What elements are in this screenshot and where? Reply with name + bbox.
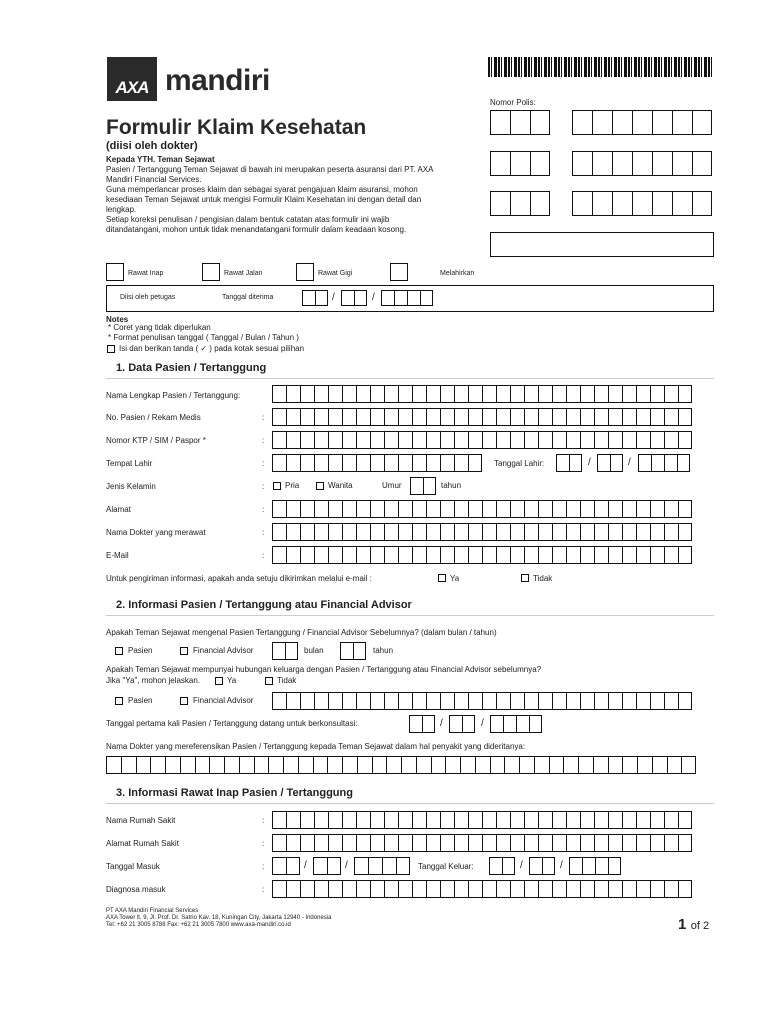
barcode	[488, 57, 714, 77]
label-q1-fa: Financial Advisor	[193, 646, 254, 655]
footer-company: PT AXA Mandiri Financial Services	[106, 908, 199, 914]
label-address: Alamat	[106, 505, 131, 514]
label-q2-fa: Financial Advisor	[193, 696, 254, 705]
policy-box-a2[interactable]	[490, 151, 550, 176]
field-birthdate-day[interactable]	[556, 454, 582, 472]
label-years: tahun	[441, 481, 462, 490]
field-discharge-day[interactable]	[489, 857, 515, 875]
mandiri-logo-text: mandiri	[165, 64, 270, 97]
notes-item-2: * Format penulisan tanggal ( Tanggal / Bulan / Tahun )	[108, 333, 299, 342]
slash: /	[304, 860, 307, 871]
label-hospital-address: Alamat Rumah Sakit	[106, 839, 179, 848]
field-hospital[interactable]	[272, 811, 692, 829]
section2-title: 2. Informasi Pasien / Tertanggung atau Financial Advisor	[116, 599, 412, 611]
notes-item-3: Isi dan berikan tanda ( ✓ ) pada kotak sesuai pilihan	[119, 344, 305, 353]
label-q2-patient: Pasien	[128, 696, 153, 705]
slash: /	[481, 718, 484, 729]
checkbox-rawat-gigi[interactable]	[296, 263, 314, 281]
checkbox-q2-patient[interactable]	[115, 697, 123, 705]
slash: /	[440, 718, 443, 729]
slash: /	[332, 292, 335, 303]
field-age[interactable]	[410, 477, 436, 495]
field-patient-no[interactable]	[272, 408, 692, 426]
policy-box-a1[interactable]	[490, 110, 550, 135]
field-diagnosis[interactable]	[272, 880, 692, 898]
policy-box-b1[interactable]	[572, 110, 712, 135]
slash: /	[588, 457, 591, 468]
section1-title: 1. Data Pasien / Tertanggung	[116, 362, 267, 374]
label-q2-no: Tidak	[277, 676, 297, 685]
colon: :	[262, 482, 265, 491]
slash: /	[560, 860, 563, 871]
label-email-yes: Ya	[450, 574, 460, 583]
field-first-visit-year[interactable]	[490, 715, 542, 733]
field-first-visit-day[interactable]	[409, 715, 435, 733]
label-rawat-jalan: Rawat Jalan	[224, 270, 263, 277]
field-first-visit-month[interactable]	[449, 715, 475, 733]
label-rawat-gigi: Rawat Gigi	[318, 270, 353, 277]
officer-date-day[interactable]	[302, 290, 328, 306]
field-hospital-address[interactable]	[272, 834, 692, 852]
section2-q2b: Jika "Ya", mohon jelaskan.	[106, 676, 201, 685]
field-ktp[interactable]	[272, 431, 692, 449]
notes-title: Notes	[106, 315, 129, 324]
label-patient-no: No. Pasien / Rekam Medis	[106, 413, 201, 422]
slash: /	[628, 457, 631, 468]
label-email: E-Mail	[106, 551, 129, 560]
page-number: 1 of 2	[678, 916, 710, 933]
slash: /	[345, 860, 348, 871]
field-q1-year[interactable]	[340, 642, 366, 660]
colon: :	[262, 885, 265, 894]
checkbox-q1-fa[interactable]	[180, 647, 188, 655]
section2-q2: Apakah Teman Sejawat mempunyai hubungan keluarga dengan Pasien / Tertanggung atau Financial Advisor sebelumnya?	[106, 665, 542, 674]
checkbox-q2-yes[interactable]	[215, 677, 223, 685]
checkbox-q1-patient[interactable]	[115, 647, 123, 655]
label-first-visit: Tanggal pertama kali Pasien / Tertanggung datang untuk berkonsultasi:	[106, 719, 358, 728]
notes-checkbox	[107, 345, 115, 353]
checkbox-email-yes[interactable]	[438, 574, 446, 582]
field-admission-year[interactable]	[354, 857, 410, 875]
email-consent: Untuk pengiriman informasi, apakah anda setuju dikirimkan melalui e-mail :	[106, 574, 372, 583]
policy-extra-box[interactable]	[490, 232, 714, 257]
checkbox-melahirkan[interactable]	[390, 263, 408, 281]
label-q1-patient: Pasien	[128, 646, 153, 655]
field-q2-explain[interactable]	[272, 692, 692, 710]
field-birthdate-year[interactable]	[638, 454, 690, 472]
field-referral[interactable]	[106, 756, 696, 774]
policy-box-a3[interactable]	[490, 191, 550, 216]
axa-logo: AXA	[107, 57, 157, 101]
footer-address: AXA Tower lt. 9, Jl. Prof. Dr. Satrio Kav. 18, Kuningan City, Jakarta 12940 - Indonesia	[106, 915, 332, 921]
label-female: Wanita	[328, 481, 353, 490]
form-title: Formulir Klaim Kesehatan	[106, 116, 367, 139]
field-address[interactable]	[272, 500, 692, 518]
colon: :	[262, 436, 265, 445]
policy-box-b2[interactable]	[572, 151, 712, 176]
colon: :	[262, 551, 265, 560]
colon: :	[262, 505, 265, 514]
divider	[106, 803, 714, 804]
label-birthdate: Tanggal Lahir:	[494, 459, 545, 468]
label-q1-month: bulan	[304, 646, 324, 655]
colon: :	[262, 839, 265, 848]
form-subtitle: (diisi oleh dokter)	[106, 140, 198, 152]
label-melahirkan: Melahirkan	[440, 270, 475, 277]
policy-box-b3[interactable]	[572, 191, 712, 216]
checkbox-female[interactable]	[316, 482, 324, 490]
label-age: Umur	[382, 481, 402, 490]
label-doctor: Nama Dokter yang merawat	[106, 528, 206, 537]
label-q1-year: tahun	[373, 646, 394, 655]
divider	[106, 615, 714, 616]
checkbox-q2-fa[interactable]	[180, 697, 188, 705]
slash: /	[520, 860, 523, 871]
colon: :	[262, 528, 265, 537]
label-full-name: Nama Lengkap Pasien / Tertanggung:	[106, 391, 241, 400]
field-discharge-year[interactable]	[569, 857, 621, 875]
field-full-name[interactable]	[272, 385, 692, 403]
colon: :	[262, 413, 265, 422]
field-discharge-month[interactable]	[529, 857, 555, 875]
label-ktp: Nomor KTP / SIM / Paspor *	[106, 436, 206, 445]
colon: :	[262, 816, 265, 825]
checkbox-rawat-inap[interactable]	[106, 263, 124, 281]
field-birthdate-month[interactable]	[597, 454, 623, 472]
label-birthplace: Tempat Lahir	[106, 459, 153, 468]
divider	[106, 378, 714, 379]
label-q2-yes: Ya	[227, 676, 237, 685]
label-rawat-inap: Rawat Inap	[128, 270, 164, 277]
notes-item-1: * Coret yang tidak diperlukan	[108, 323, 211, 332]
slash: /	[372, 292, 375, 303]
label-discharge: Tanggal Keluar:	[418, 862, 474, 871]
officer-date-label: Tanggal diterima	[222, 294, 274, 301]
colon: :	[262, 862, 265, 871]
label-diagnosis: Diagnosa masuk	[106, 885, 166, 894]
label-referral: Nama Dokter yang mereferensikan Pasien / Tertanggung kepada Teman Sejawat dalam hal penyakit yang dideritanya:	[106, 742, 526, 751]
officer-date-year[interactable]	[381, 290, 433, 306]
colon: :	[262, 459, 265, 468]
officer-label: Diisi oleh petugas	[120, 294, 176, 301]
checkbox-rawat-jalan[interactable]	[202, 263, 220, 281]
label-admission: Tanggal Masuk	[106, 862, 160, 871]
label-gender: Jenis Kelamin	[106, 482, 156, 491]
field-q1-month[interactable]	[272, 642, 298, 660]
label-email-no: Tidak	[533, 574, 553, 583]
field-doctor[interactable]	[272, 523, 692, 541]
label-male: Pria	[285, 481, 300, 490]
field-admission-day[interactable]	[272, 857, 300, 875]
section3-title: 3. Informasi Rawat Inap Pasien / Tertanggung	[116, 787, 353, 799]
label-hospital: Nama Rumah Sakit	[106, 816, 176, 825]
checkbox-male[interactable]	[273, 482, 281, 490]
field-email[interactable]	[272, 546, 692, 564]
checkbox-email-no[interactable]	[521, 574, 529, 582]
checkbox-q2-no[interactable]	[265, 677, 273, 685]
officer-date-month[interactable]	[341, 290, 367, 306]
field-birthplace[interactable]	[272, 454, 482, 472]
field-admission-month[interactable]	[313, 857, 341, 875]
footer-contact: Tel: +62 21 3005 8788 Fax: +62 21 3005 7800 www.axa-mandiri.co.id	[106, 922, 291, 928]
policy-label: Nomor Polis:	[490, 98, 536, 107]
intro-text: Pasien / Tertanggung Teman Sejawat di bawah ini merupakan peserta asuransi dari PT. AXA Mandiri Financial Services. Guna memperlancar proses klaim dan sebagai syarat pengajuan klaim asuransi, mohon kesediaan Teman Sejawat untuk mengisi Formulir Klaim Kesehatan ini dengan detail dan lengkap. Setiap koreksi penulisan / pengisian dalam bentuk catatan atas formulir ini wajib ditandatangani, mohon untuk tidak menandatangani formulir dalam keadaan kosong.	[106, 165, 434, 234]
section2-q1: Apakah Teman Sejawat mengenal Pasien Tertanggung / Financial Advisor Sebelumnya? (dalam bulan / tahun)	[106, 628, 497, 637]
salutation: Kepada YTH. Teman Sejawat	[106, 155, 215, 164]
